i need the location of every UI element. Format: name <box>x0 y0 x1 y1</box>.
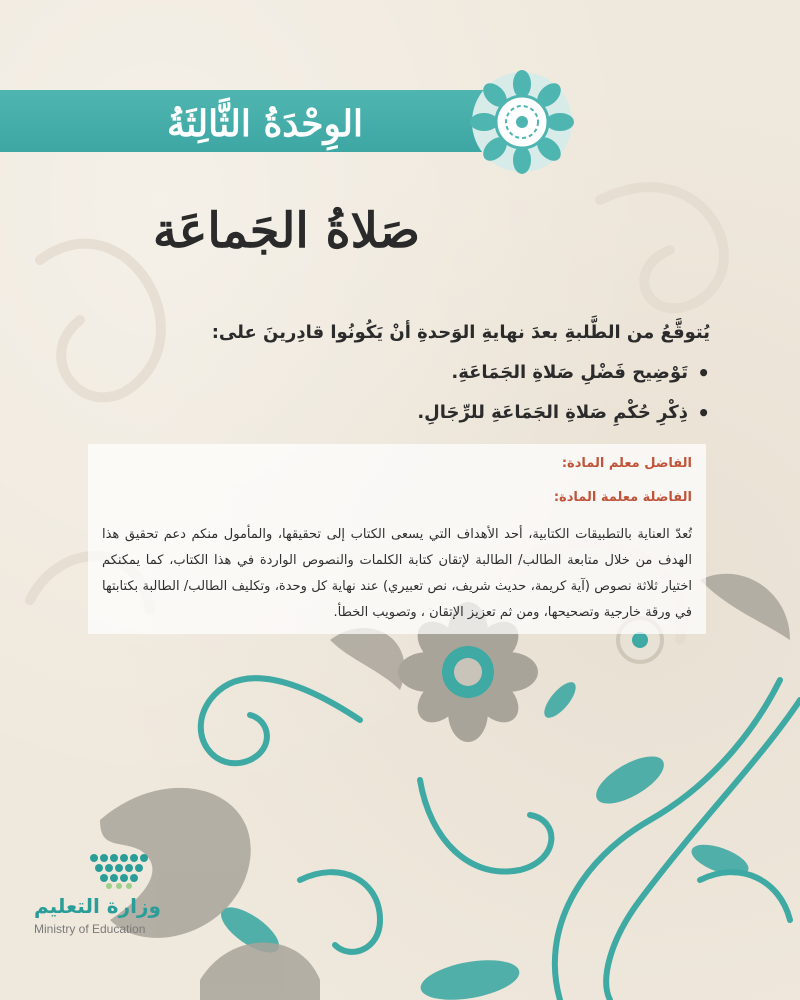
objective-text: تَوْضِيح فَضْلِ صَلاةِ الجَمَاعَةِ. <box>451 362 688 383</box>
bullet-icon: • <box>697 361 710 385</box>
male-teacher-heading: الفاضل معلم المادة: <box>561 456 692 471</box>
ministry-name-arabic: وزارة التعليم <box>34 894 161 918</box>
objective-item <box>60 356 710 390</box>
objectives-intro: يُتوقَّعُ من الطَّلبةِ بعدَ نهايةِ الوَحدةِ أنْ يَكُونُوا قادِرينَ على: <box>211 322 710 343</box>
ministry-name-english: Ministry of Education <box>34 922 146 936</box>
teacher-notice-box <box>88 444 706 634</box>
learning-objectives <box>60 318 710 436</box>
bullet-icon: • <box>697 401 710 425</box>
lesson-title: صَلاةُ الجَماعَة <box>153 203 420 259</box>
notice-paragraph: تُعدّ العناية بالتطبيقات الكتابية، أحد الأهداف التي يسعى الكتاب إلى تحقيقها، والمأمول منكم دعم تحقيق هذا الهدف من خلال متابعة الطالب/ الطالبة لإتقان كتابة الكلمات والنصوص الواردة في هذا الكتاب، كما يمكنكم اختيار ثلاثة نصوص (آية كريمة، حديث شريف، نص تعبيري) عند نهاية كل وحدة، وتكليف الطالب/ الطالبة بكتابتها في ورقة خارجية وتصحيحها، ومن ثم تعزيز الإتقان ، وتصويب الخطأ. <box>102 527 692 620</box>
unit-title: الوِحْدَةُ الثَّالِثَةُ <box>166 103 364 145</box>
objective-text: ذِكْرِ حُكْمِ صَلاةِ الجَمَاعَةِ للرِّجَالِ. <box>417 402 688 423</box>
female-teacher-heading: الفاضلة معلمة المادة: <box>553 490 692 505</box>
islamic-rosette-icon <box>466 70 578 174</box>
ministry-logo <box>30 850 160 945</box>
ministry-dots-icon <box>88 850 150 890</box>
objective-item <box>60 396 710 430</box>
